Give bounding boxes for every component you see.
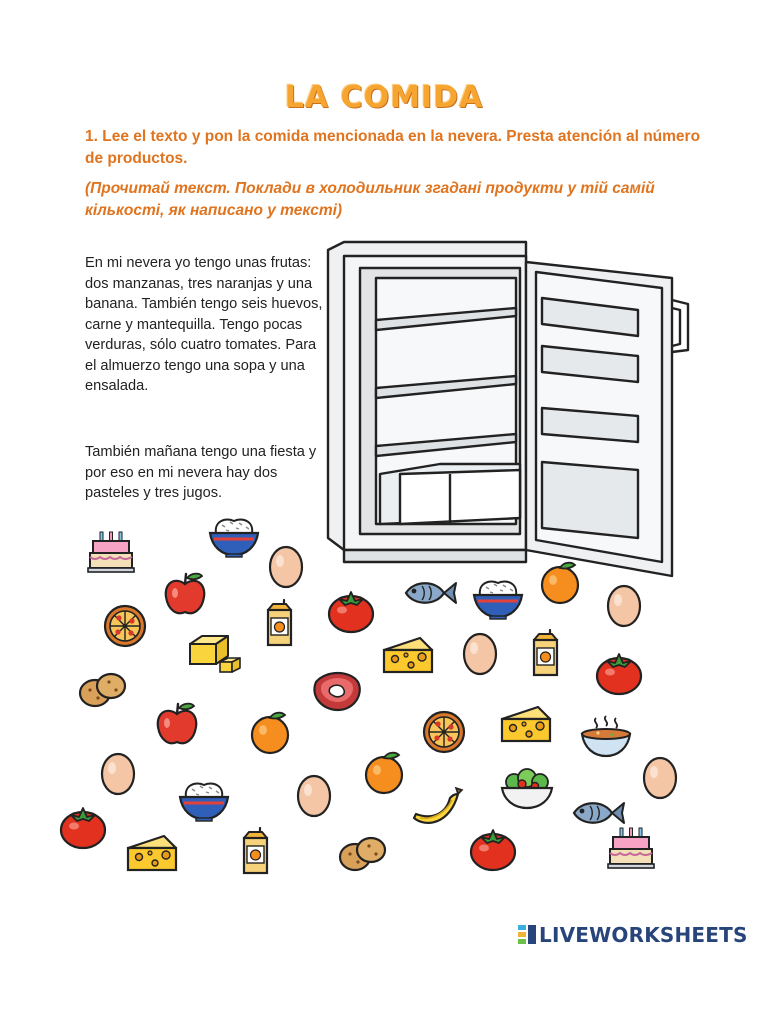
cake-icon [86, 530, 136, 574]
juice-icon [528, 628, 562, 678]
orange-icon [362, 750, 406, 796]
fish-icon [568, 796, 628, 830]
tomato-icon [326, 588, 376, 634]
fridge-drop-zone[interactable] [320, 238, 700, 599]
banana-item[interactable] [408, 786, 468, 832]
orange-icon [248, 710, 292, 756]
cheese-item-1[interactable] [380, 634, 436, 676]
liveworksheets-brand[interactable] [518, 922, 748, 948]
egg-item-3[interactable] [460, 630, 500, 676]
instruction-ukrainian: (Прочитай текст. Поклади в холодильник згадані продукти у тій самій кількості, як написано у тексті) [85, 180, 655, 219]
tomato-item-4[interactable] [468, 826, 518, 872]
tomato-icon [594, 650, 644, 696]
egg-item-6[interactable] [294, 772, 334, 818]
potato-icon [336, 830, 388, 874]
soup-item[interactable] [578, 714, 634, 760]
page-title: LA COMIDA [284, 80, 484, 115]
rice-bowl-icon [176, 777, 232, 823]
liveworksheets-wordmark: LIVEWORKSHEETS [539, 923, 748, 947]
apple-icon [154, 700, 200, 748]
egg-item-4[interactable] [98, 750, 138, 796]
butter-item[interactable] [184, 632, 244, 676]
juice-item-1[interactable] [262, 598, 296, 648]
orange-icon [538, 560, 582, 606]
cheese-icon [380, 634, 436, 676]
soup-icon [578, 714, 634, 760]
juice-icon [238, 826, 272, 876]
egg-icon [98, 750, 138, 796]
salad-item[interactable] [498, 766, 556, 812]
juice-item-2[interactable] [528, 628, 562, 678]
cake-item-1[interactable] [86, 530, 136, 574]
fish-item-2[interactable] [568, 796, 628, 830]
egg-item-1[interactable] [266, 543, 306, 589]
cheese-item-3[interactable] [124, 832, 180, 874]
cake-icon [606, 826, 656, 870]
pizza-item-1[interactable] [101, 602, 149, 650]
tomato-item-2[interactable] [594, 650, 644, 696]
rice-bowl-item-3[interactable] [176, 777, 232, 823]
apple-item-2[interactable] [154, 700, 200, 748]
meat-item[interactable] [308, 668, 364, 714]
story-paragraph-2: También mañana tengo una fiesta y por eso en mi nevera hay dos pasteles y tres jugos. [85, 444, 317, 501]
egg-icon [604, 582, 644, 628]
rice-bowl-item-2[interactable] [470, 575, 526, 621]
pizza-icon [420, 708, 468, 756]
juice-item-3[interactable] [238, 826, 272, 876]
orange-item-3[interactable] [362, 750, 406, 796]
orange-item-1[interactable] [538, 560, 582, 606]
egg-icon [640, 754, 680, 800]
liveworksheets-logo-icon [518, 925, 536, 945]
salad-icon [498, 766, 556, 812]
pizza-icon [101, 602, 149, 650]
apple-icon [162, 570, 208, 618]
potato-icon [76, 666, 128, 710]
tomato-icon [58, 804, 108, 850]
tomato-item-1[interactable] [326, 588, 376, 634]
tomato-icon [468, 826, 518, 872]
story-paragraph-1: En mi nevera yo tengo unas frutas: dos manzanas, tres naranjas y una banana. También tengo seis huevos, carne y mantequilla. Tengo pocas verduras, sólo cuatro tomates. Para el almuerzo tengo una sopa y una ensalada. [85, 255, 323, 394]
rice-bowl-item-1[interactable] [206, 513, 262, 559]
rice-bowl-icon [470, 575, 526, 621]
egg-icon [294, 772, 334, 818]
egg-item-2[interactable] [604, 582, 644, 628]
pizza-item-2[interactable] [420, 708, 468, 756]
juice-icon [262, 598, 296, 648]
fridge-icon [320, 238, 700, 594]
cheese-item-2[interactable] [498, 703, 554, 745]
cheese-icon [498, 703, 554, 745]
apple-item-1[interactable] [162, 570, 208, 618]
egg-item-5[interactable] [640, 754, 680, 800]
tomato-item-3[interactable] [58, 804, 108, 850]
cheese-icon [124, 832, 180, 874]
rice-bowl-icon [206, 513, 262, 559]
potato-item-1[interactable] [76, 666, 128, 710]
instruction-spanish: 1. Lee el texto y pon la comida mencionada en la nevera. Presta atención al número de productos. [85, 128, 701, 167]
fish-icon [400, 576, 460, 610]
potato-item-2[interactable] [336, 830, 388, 874]
banana-icon [408, 786, 468, 832]
meat-icon [308, 668, 364, 714]
fish-item-1[interactable] [400, 576, 460, 610]
orange-item-2[interactable] [248, 710, 292, 756]
cake-item-2[interactable] [606, 826, 656, 870]
egg-icon [460, 630, 500, 676]
egg-icon [266, 543, 306, 589]
butter-icon [184, 632, 244, 676]
